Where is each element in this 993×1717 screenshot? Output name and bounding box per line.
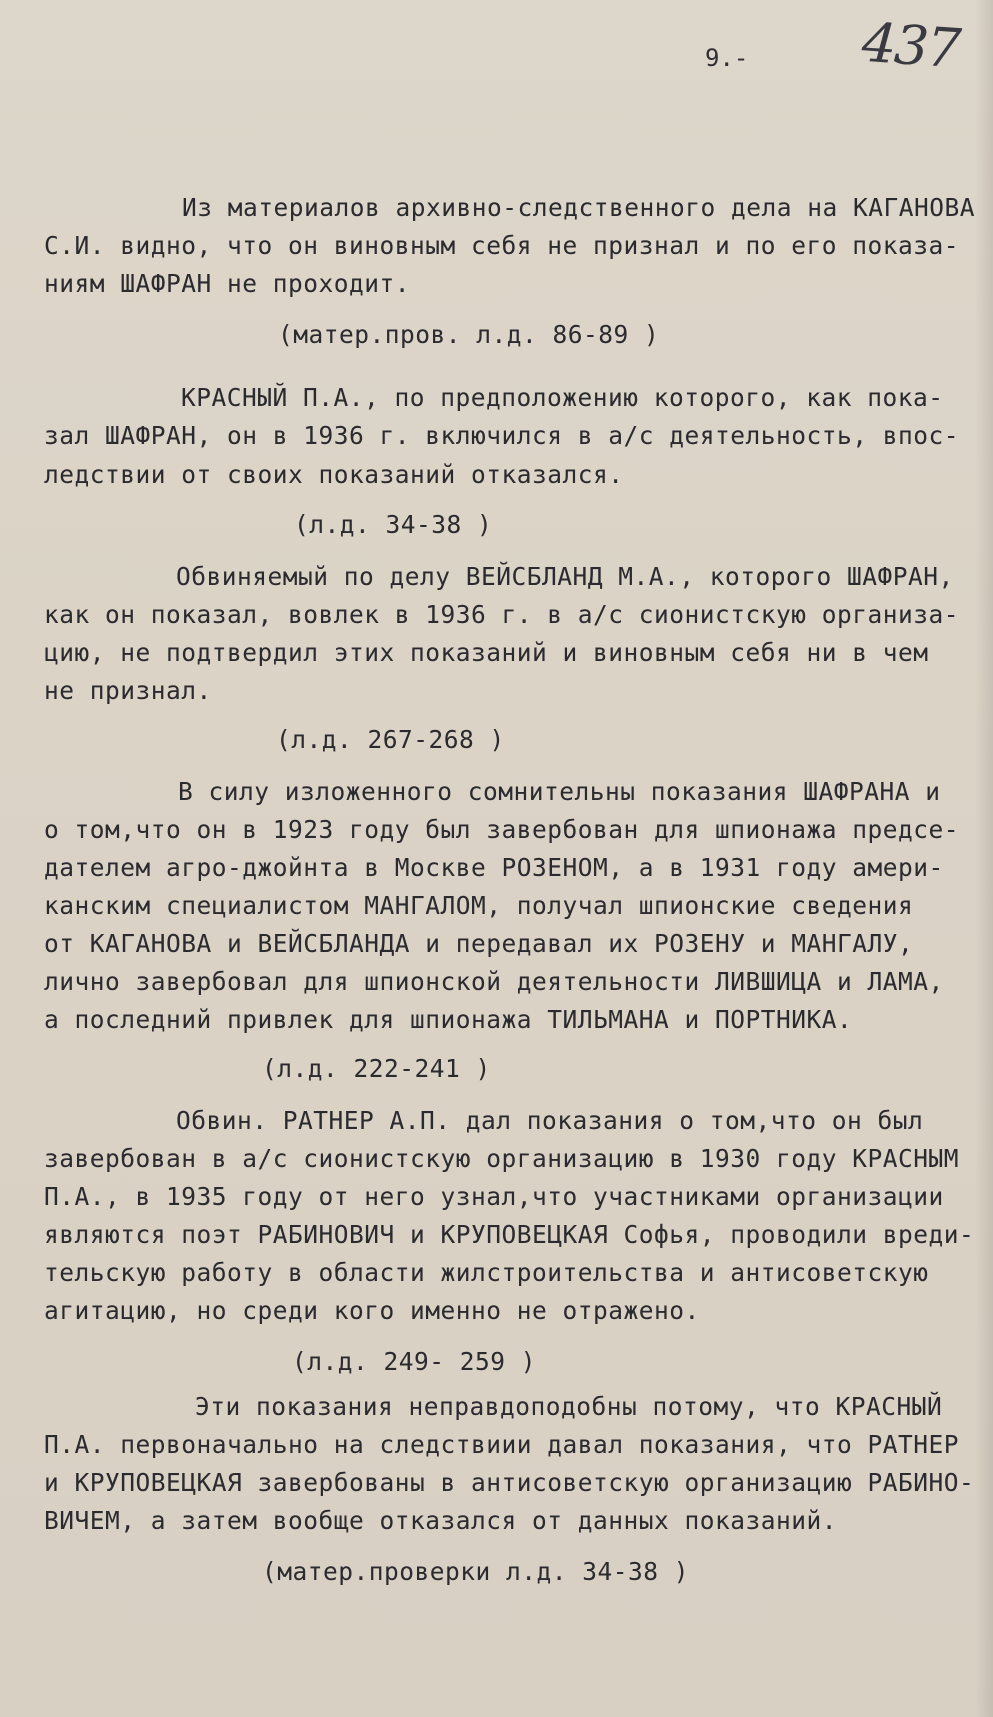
paragraph-4-line-1: В силу изложенного сомнительны показания ШАФРАНА и <box>178 777 941 806</box>
reference-6: (матер.проверки л.д. 34-38 ) <box>262 1557 690 1586</box>
paragraph-5-line-3: П.А., в 1935 году от него узнал,что участниками организации <box>44 1182 944 1211</box>
paragraph-6-line-4: ВИЧЕМ, а затем вообще отказался от данных показаний. <box>44 1506 838 1535</box>
paragraph-5-line-4: являются поэт РАБИНОВИЧ и КРУПОВЕЦКАЯ Софья, проводили вреди- <box>44 1220 975 1249</box>
reference-5: (л.д. 249- 259 ) <box>292 1347 537 1376</box>
paragraph-6-line-2: П.А. первоначально на следствиии давал показания, что РАТНЕР <box>44 1430 960 1459</box>
reference-4: (л.д. 222-241 ) <box>262 1054 491 1083</box>
paragraph-3-line-1: Обвиняемый по делу ВЕЙСБЛАНД М.А., которого ШАФРАН, <box>176 562 954 591</box>
paragraph-1-line-2: С.И. видно, что он виновным себя не признал и по его показа- <box>44 231 960 260</box>
paragraph-1-line-1: Из материалов архивно-следственного дела на КАГАНОВА <box>182 193 976 222</box>
paragraph-2-line-1: КРАСНЫЙ П.А., по предположению которого, как пока- <box>181 383 944 412</box>
paragraph-4-line-7: а последний привлек для шпионажа ТИЛЬМАНА и ПОРТНИКА. <box>44 1005 853 1034</box>
paragraph-2-line-2: зал ШАФРАН, он в 1936 г. включился в а/с деятельность, впос- <box>44 421 960 450</box>
reference-1: (матер.пров. л.д. 86-89 ) <box>278 320 660 349</box>
reference-2: (л.д. 34-38 ) <box>294 510 493 539</box>
paragraph-5-line-6: агитацию, но среди кого именно не отражено. <box>44 1296 700 1325</box>
paragraph-4-line-5: от КАГАНОВА и ВЕЙСБЛАНДА и передавал их РОЗЕНУ и МАНГАЛУ, <box>44 929 914 958</box>
paragraph-4-line-6: лично завербовал для шпионской деятельности ЛИВШИЦА и ЛАМА, <box>44 967 944 996</box>
paragraph-3-line-3: цию, не подтвердил этих показаний и виновным себя ни в чем <box>44 638 929 667</box>
paragraph-5-line-1: Обвин. РАТНЕР А.П. дал показания о том,что он был <box>176 1106 924 1135</box>
paragraph-6-line-1: Эти показания неправдоподобны потому, что КРАСНЫЙ <box>195 1392 943 1421</box>
paragraph-1-line-3: ниям ШАФРАН не проходит. <box>44 269 411 298</box>
archive-folio-number: 437 <box>859 10 962 81</box>
paragraph-5-line-5: тельскую работу в области жилстроительства и антисоветскую <box>44 1258 929 1287</box>
paragraph-2-line-3: ледствии от своих показаний отказался. <box>44 460 624 489</box>
paragraph-6-line-3: и КРУПОВЕЦКАЯ завербованы в антисоветскую организацию РАБИНО- <box>44 1468 975 1497</box>
page-edge-shadow <box>975 0 993 1717</box>
paragraph-5-line-2: завербован в а/с сионистскую организацию в 1930 году КРАСНЫМ <box>44 1144 960 1173</box>
paragraph-3-line-2: как он показал, вовлек в 1936 г. в а/с сионистскую организа- <box>44 600 960 629</box>
paragraph-3-line-4: не признал. <box>44 676 212 705</box>
paragraph-4-line-2: о том,что он в 1923 году был завербован для шпионажа предсе- <box>44 815 960 844</box>
reference-3: (л.д. 267-268 ) <box>276 725 505 754</box>
paragraph-4-line-4: канским специалистом МАНГАЛОМ, получал шпионские сведения <box>44 891 914 920</box>
page-number: 9.- <box>705 44 749 72</box>
paragraph-4-line-3: дателем агро-джойнта в Москве РОЗЕНОМ, а в 1931 году амери- <box>44 853 944 882</box>
